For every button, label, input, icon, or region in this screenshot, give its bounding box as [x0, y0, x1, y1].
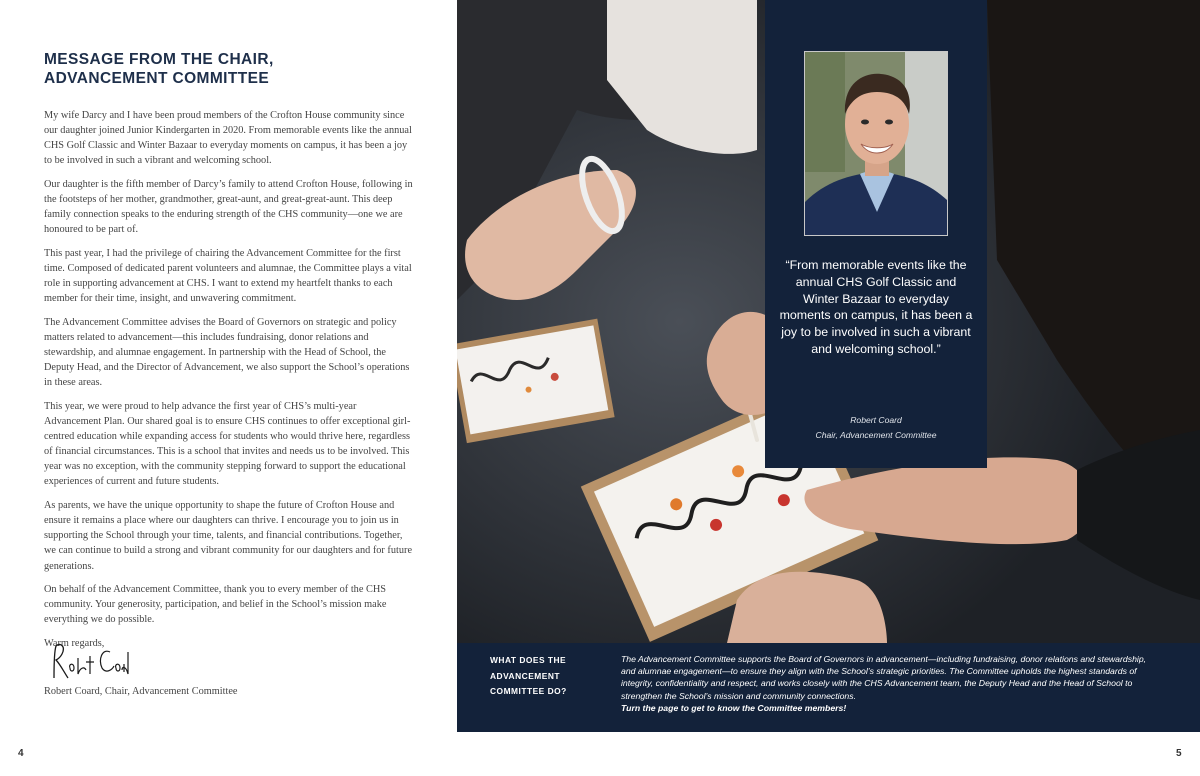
pull-quote: “From memorable events like the annual CHS Golf Classic and Winter Bazaar to everyday moments on campus, it has been a joy to be involved in such a vibrant and welcoming school.”	[779, 258, 973, 356]
letter-paragraph: This year, we were proud to help advance the first year of CHS’s multi-year Advancement Plan. Our shared goal is to ensure CHS continues to offer exceptional girl-centred education while expanding access for students who would thrive here, regardless of financial circumstances. This is a school that invites and needs us to be involved. This year was no exception, with the community stepping forward to support the educational experiences of current and future students.	[44, 400, 411, 488]
letter-closing: Warm regards,	[44, 638, 105, 650]
letter-paragraph: This past year, I had the privilege of chairing the Advancement Committee for the first time. Composed of dedicated parent volunteers and alumnae, the Committee plays a vital role in supporting advancement at CHS. I want to extend my heartfelt thanks to each member for their time, insight, and unwavering commitment.	[44, 247, 412, 305]
signoff-name: Robert Coard, Chair, Advancement Committee	[44, 686, 238, 697]
page-title-line-2: ADVANCEMENT COMMITTEE	[44, 70, 270, 87]
quote-attribution	[779, 413, 973, 443]
page-number-right: 5	[1176, 748, 1182, 759]
quote-author-name: Robert Coard	[850, 415, 902, 425]
quote-panel	[765, 0, 987, 468]
letter-paragraph: On behalf of the Advancement Committee, thank you to every member of the CHS community. Your generosity, participation, and belief in the School’s mission make everything we do possible.	[44, 584, 387, 626]
band-description	[621, 653, 1161, 714]
page-number-left: 4	[18, 748, 24, 759]
portrait-illustration	[805, 52, 948, 236]
letter-body	[44, 108, 414, 660]
letter-paragraph: Our daughter is the fifth member of Darcy’s family to attend Crofton House, following in the footsteps of her mother, grandmother, great-aunt, and great-great-aunt. This deep family connection speaks to the enduring strength of the CHS community—one we are honoured to be part of.	[44, 178, 413, 236]
letter-paragraph: As parents, we have the unique opportunity to shape the future of Crofton House and ensure it remains a place where our daughters can thrive. I encourage you to join us in supporting the School through your time, talents, and financial contributions. Together, we can continue to build a strong and vibrant community for our daughters and for future generations.	[44, 500, 413, 572]
info-band	[457, 643, 1200, 732]
quote-author-role: Chair, Advancement Committee	[815, 430, 937, 440]
page-title-line-1: MESSAGE FROM THE CHAIR,	[44, 51, 274, 68]
handwritten-signature	[48, 638, 138, 686]
portrait-photo	[804, 51, 948, 236]
band-body: The Advancement Committee supports the Board of Governors in advancement—including fundraising, donor relations and stewardship, and alumnae engagement—to ensure they align with the School’s strategic priorities. The Committee upholds the highest standards of integrity, confidentiality and respect, and works closely with the CHS Advancement team, the Deputy Head and the Head of School to strengthen the School’s mission and community connections.	[621, 654, 1147, 701]
letter-paragraph: My wife Darcy and I have been proud members of the Crofton House community since our daughter joined Junior Kindergarten in 2020. From memorable events like the annual CHS Golf Classic and Winter Bazaar to everyday moments on campus, it has been a joy to be involved in such a vibrant and welcoming school.	[44, 110, 412, 167]
band-title-line-2: ADVANCEMENT	[490, 670, 561, 681]
band-title	[490, 653, 590, 700]
page-title	[44, 50, 434, 88]
band-call-to-action: Turn the page to get to know the Committee members!	[621, 702, 847, 713]
band-title-line-1: WHAT DOES THE	[490, 655, 567, 665]
left-page	[0, 0, 457, 776]
band-title-line-3: COMMITTEE DO?	[490, 686, 567, 696]
letter-paragraph: The Advancement Committee advises the Board of Governors on strategic and policy matters related to advancement—this includes fundraising, donor relations and stewardship, and alumnae engagement. In partnership with the Head of School, the Deputy Head, and the Director of Advancement, we also support the School’s operations in these areas.	[44, 316, 410, 389]
